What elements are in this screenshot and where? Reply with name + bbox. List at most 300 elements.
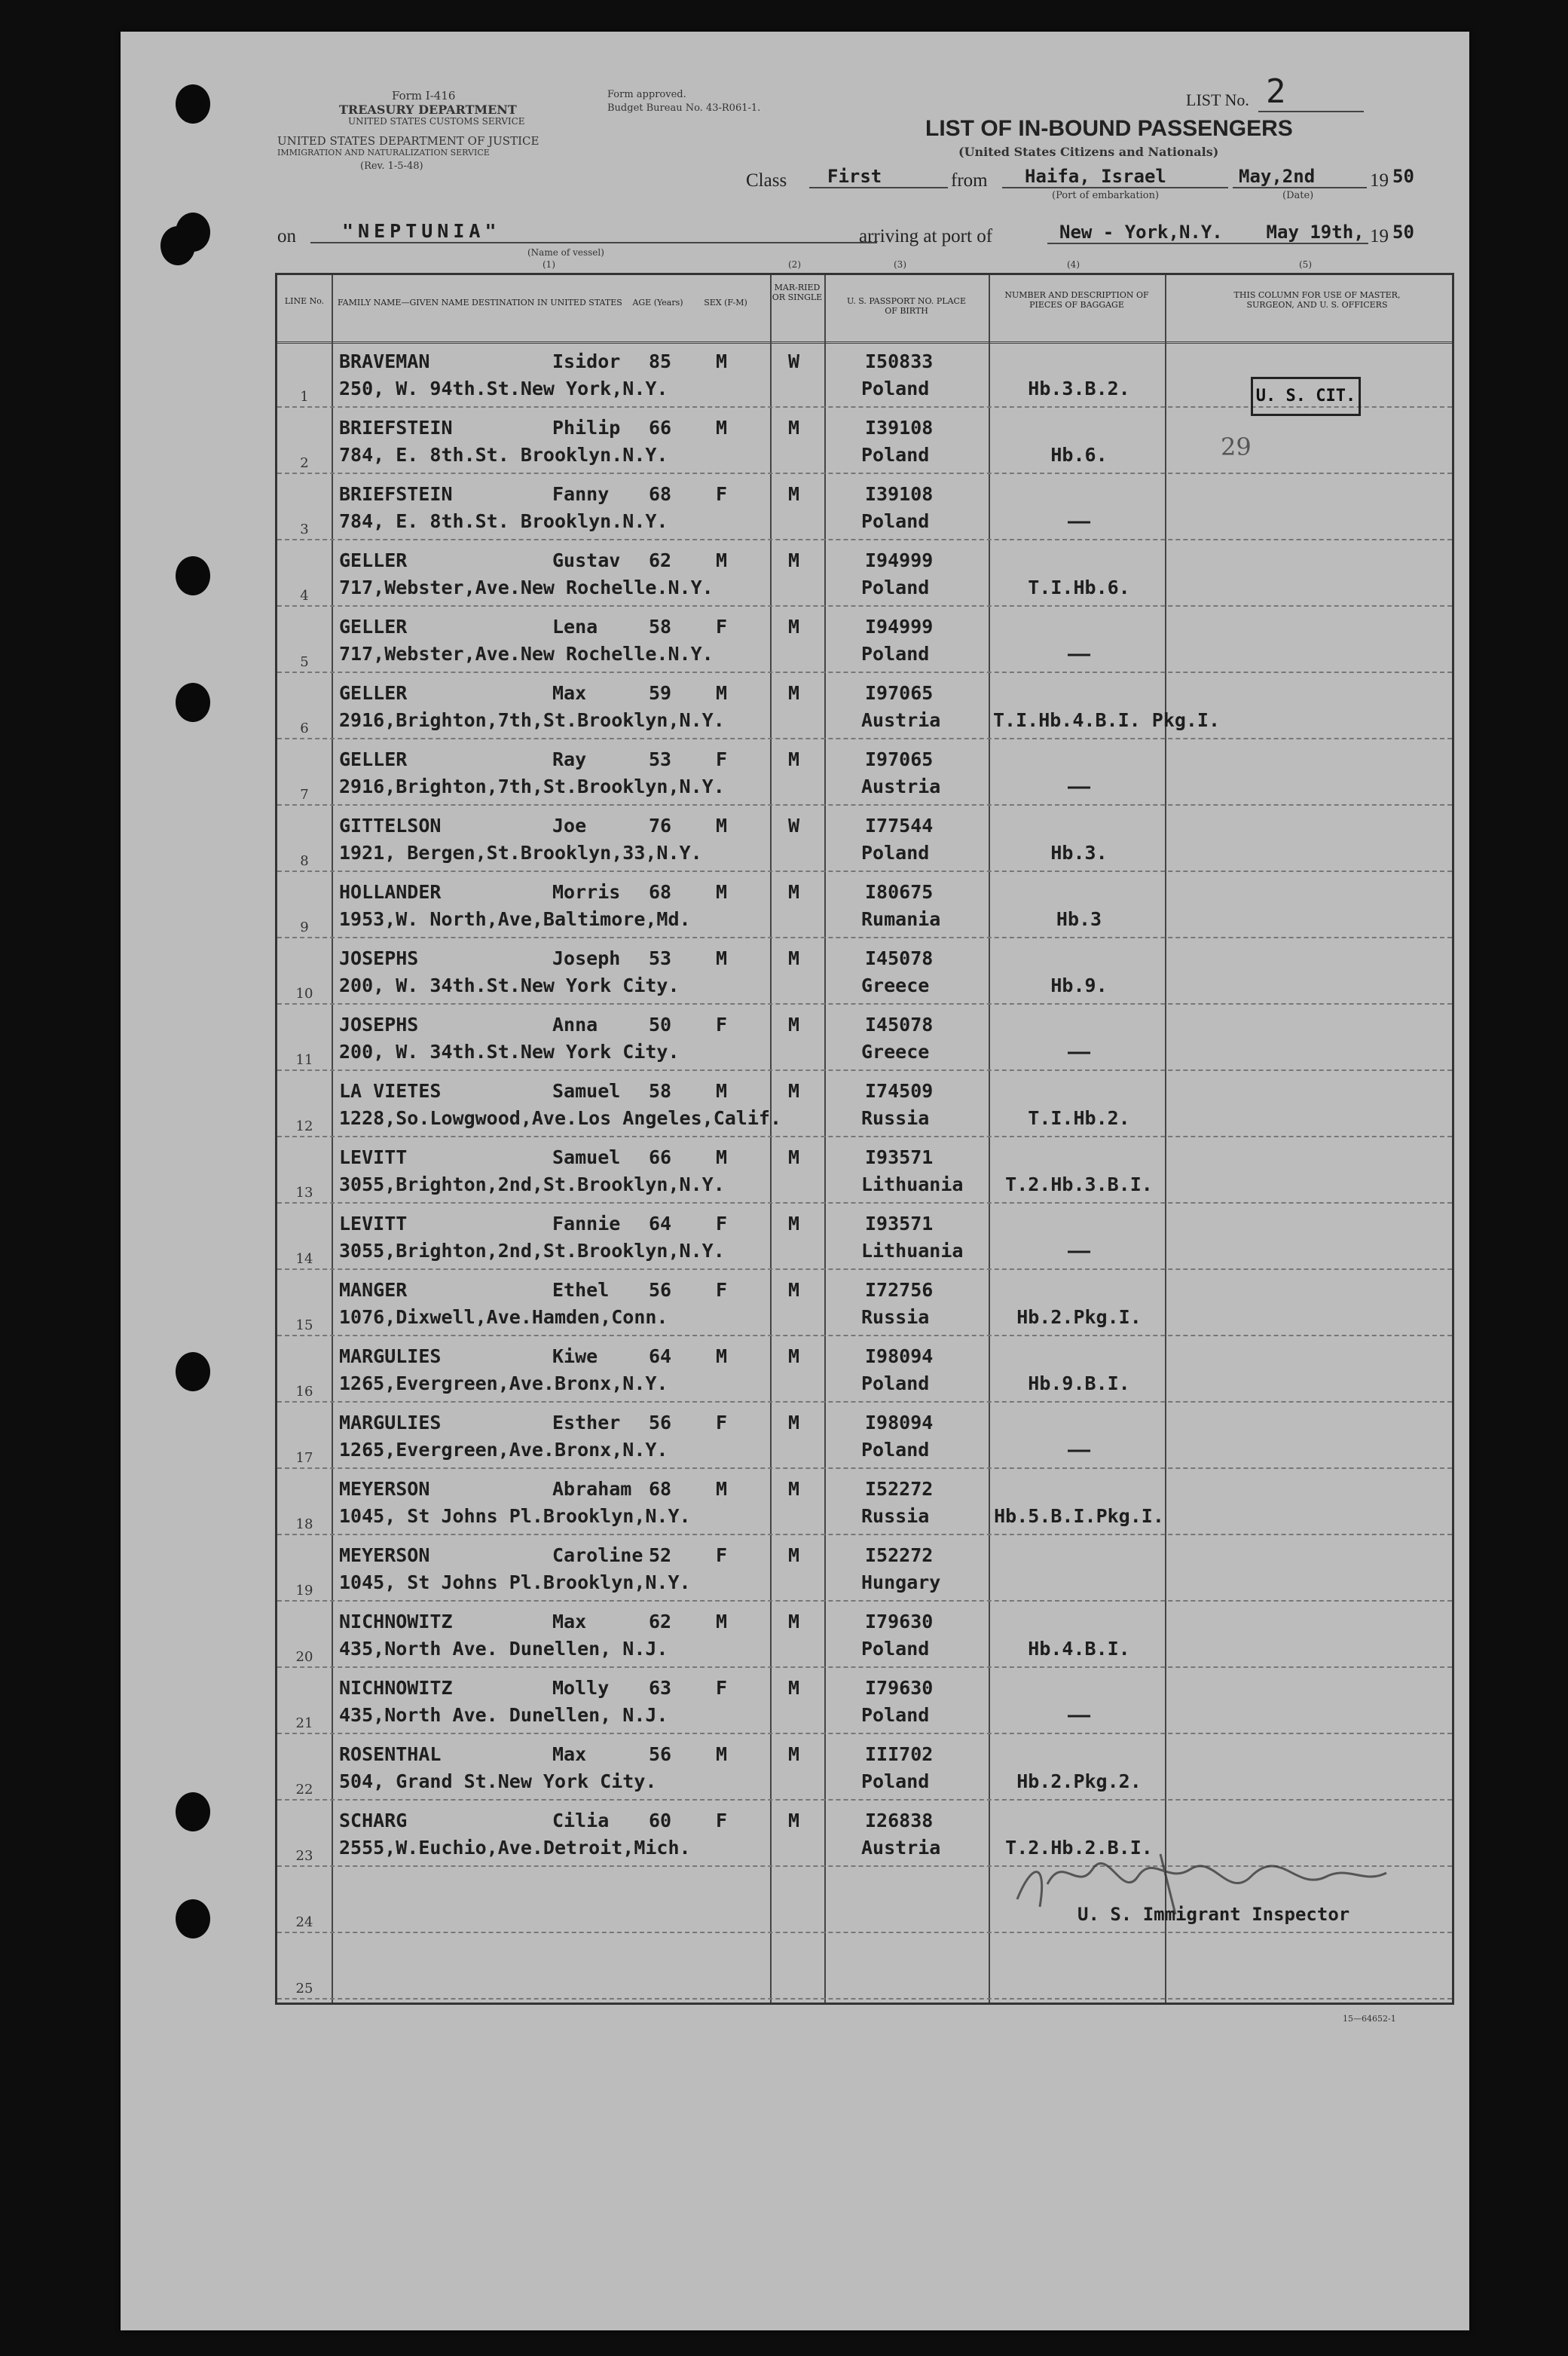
age: 62 (649, 549, 672, 571)
table-row (277, 1270, 1452, 1336)
table-row (277, 540, 1452, 607)
ins-service: IMMIGRATION AND NATURALIZATION SERVICE (277, 148, 490, 158)
marital-status: M (788, 1611, 800, 1632)
baggage: T.I.Hb.2. (1028, 1107, 1130, 1129)
line-number: 20 (295, 1649, 313, 1665)
family-name: LEVITT (339, 1146, 408, 1168)
sex: F (716, 1544, 728, 1566)
given-name: Ethel (552, 1279, 610, 1301)
document-title: LIST OF IN-BOUND PASSENGERS (925, 116, 1293, 141)
table-row (277, 1734, 1452, 1801)
birthplace: Russia (861, 1505, 930, 1527)
line-number: 21 (295, 1715, 313, 1731)
marital-status: M (788, 1677, 800, 1699)
sex: F (716, 1213, 728, 1235)
column-marker: (5) (1299, 259, 1312, 270)
birthplace: Russia (861, 1306, 930, 1328)
passport-number: I93571 (865, 1146, 934, 1168)
baggage: T.2.Hb.3.B.I. (1005, 1173, 1153, 1195)
marital-status: M (788, 1412, 800, 1433)
inspector-title: U. S. Immigrant Inspector (1077, 1904, 1350, 1925)
passport-number: I97065 (865, 682, 934, 704)
line-number: 6 (300, 721, 309, 736)
age: 62 (649, 1611, 672, 1632)
destination-address: 2555,W.Euchio,Ave.Detroit,Mich. (339, 1837, 691, 1859)
header-baggage: NUMBER AND DESCRIPTION OF PIECES OF BAGGAGE (1004, 290, 1149, 310)
sex: F (716, 1412, 728, 1433)
given-name: Fannie (552, 1213, 621, 1235)
line-number: 12 (295, 1118, 313, 1134)
table-row (277, 938, 1452, 1005)
passport-number: I79630 (865, 1677, 934, 1699)
age: 53 (649, 947, 672, 969)
table-row (277, 1071, 1452, 1137)
given-name: Fanny (552, 483, 610, 505)
vessel-caption: (Name of vessel) (527, 247, 604, 258)
given-name: Gustav (552, 549, 621, 571)
marital-status: M (788, 1478, 800, 1500)
embarkation-year: 50 (1392, 166, 1414, 187)
line-number: 4 (300, 588, 309, 604)
sex: F (716, 1810, 728, 1831)
marital-status: W (788, 815, 800, 837)
column-marker: (4) (1067, 259, 1080, 270)
binder-hole (176, 556, 210, 595)
binder-hole (176, 84, 210, 124)
passport-number: I98094 (865, 1345, 934, 1367)
age: 68 (649, 881, 672, 903)
sex: F (716, 483, 728, 505)
line-number: 13 (295, 1185, 313, 1201)
baggage: Hb.3.B.2. (1028, 378, 1130, 399)
family-name: GELLER (339, 549, 408, 571)
line-number: 24 (295, 1914, 313, 1930)
header-age: AGE (Years) (632, 298, 683, 308)
age: 68 (649, 483, 672, 505)
destination-address: 2916,Brighton,7th,St.Brooklyn,N.Y. (339, 776, 725, 797)
line-number: 10 (295, 986, 313, 1002)
arrival-year-prefix: 19 (1370, 226, 1389, 246)
birthplace: Austria (861, 776, 941, 797)
destination-address: 504, Grand St.New York City. (339, 1770, 657, 1792)
marital-status: M (788, 1080, 800, 1102)
sex: F (716, 748, 728, 770)
marital-status: M (788, 1345, 800, 1367)
age: 85 (649, 350, 672, 372)
family-name: LA VIETES (339, 1080, 442, 1102)
sex: F (716, 1279, 728, 1301)
line-number: 15 (295, 1317, 313, 1333)
sex: M (716, 1611, 728, 1632)
port-caption: (Port of embarkation) (1052, 190, 1160, 201)
destination-address: 1045, St Johns Pl.Brooklyn,N.Y. (339, 1505, 691, 1527)
birthplace: Hungary (861, 1571, 941, 1593)
header-officers: THIS COLUMN FOR USE OF MASTER, SURGEON, AND U. S. OFFICERS (1233, 290, 1401, 310)
passport-number: I26838 (865, 1810, 934, 1831)
embarkation-date: May,2nd (1233, 166, 1367, 188)
marital-status: M (788, 1810, 800, 1831)
destination-address: 1045, St Johns Pl.Brooklyn,N.Y. (339, 1571, 691, 1593)
sex: M (716, 417, 728, 439)
age: 66 (649, 1146, 672, 1168)
age: 59 (649, 682, 672, 704)
arrival-port: New - York,N.Y. May 19th, (1047, 222, 1368, 244)
table-row (277, 1005, 1452, 1071)
sex: M (716, 1743, 728, 1765)
sex: M (716, 1345, 728, 1367)
given-name: Isidor (552, 350, 621, 372)
table-row (277, 408, 1452, 474)
marital-status: M (788, 682, 800, 704)
birthplace: Lithuania (861, 1173, 964, 1195)
given-name: Morris (552, 881, 621, 903)
sex: F (716, 1677, 728, 1699)
birthplace: Austria (861, 1837, 941, 1859)
destination-address: 784, E. 8th.St. Brooklyn.N.Y. (339, 510, 668, 532)
table-row (277, 1137, 1452, 1204)
baggage: Hb.2.Pkg.I. (1016, 1306, 1142, 1328)
table-row (277, 872, 1452, 938)
birthplace: Austria (861, 709, 941, 731)
family-name: GITTELSON (339, 815, 442, 837)
destination-address: 3055,Brighton,2nd,St.Brooklyn,N.Y. (339, 1240, 725, 1262)
destination-address: 435,North Ave. Dunellen, N.J. (339, 1638, 668, 1660)
marital-status: M (788, 1014, 800, 1036)
sex: F (716, 1014, 728, 1036)
column-marker: (1) (543, 259, 555, 270)
column-marker: (3) (894, 259, 906, 270)
age: 66 (649, 417, 672, 439)
vessel-name: "NEPTUNIA" (310, 220, 877, 243)
line-number: 17 (295, 1450, 313, 1466)
marital-status: M (788, 1213, 800, 1235)
age: 60 (649, 1810, 672, 1831)
destination-address: 1265,Evergreen,Ave.Bronx,N.Y. (339, 1372, 668, 1394)
birthplace: Poland (861, 842, 930, 864)
line-number: 8 (300, 853, 309, 869)
line-number: 1 (300, 389, 309, 405)
given-name: Joe (552, 815, 587, 837)
family-name: ROSENTHAL (339, 1743, 442, 1765)
marital-status: M (788, 748, 800, 770)
family-name: BRIEFSTEIN (339, 483, 453, 505)
marital-status: M (788, 1146, 800, 1168)
sex: M (716, 815, 728, 837)
header-sex: SEX (F-M) (704, 298, 747, 308)
age: 56 (649, 1412, 672, 1433)
marital-status: M (788, 881, 800, 903)
birthplace: Greece (861, 975, 930, 996)
family-name: HOLLANDER (339, 881, 442, 903)
table-row (277, 1933, 1452, 2000)
line-number: 19 (295, 1583, 313, 1599)
table-row (277, 673, 1452, 739)
line-number: 22 (295, 1782, 313, 1798)
passport-number: I94999 (865, 616, 934, 638)
passport-number: I52272 (865, 1544, 934, 1566)
passenger-table (275, 273, 1454, 2005)
table-row (277, 1668, 1452, 1734)
binder-hole (176, 1352, 210, 1391)
line-number: 3 (300, 522, 309, 537)
age: 58 (649, 1080, 672, 1102)
arriving-label: arriving at port of (859, 226, 993, 246)
baggage: Hb.9. (1050, 975, 1108, 996)
passport-number: I77544 (865, 815, 934, 837)
treasury-dept: TREASURY DEPARTMENT (339, 103, 517, 117)
destination-address: 200, W. 34th.St.New York City. (339, 975, 680, 996)
birthplace: Poland (861, 577, 930, 598)
birthplace: Russia (861, 1107, 930, 1129)
age: 58 (649, 616, 672, 638)
sex: M (716, 881, 728, 903)
family-name: JOSEPHS (339, 1014, 419, 1036)
sex: M (716, 549, 728, 571)
given-name: Joseph (552, 947, 621, 969)
list-number: 2 (1258, 72, 1364, 112)
passport-number: I45078 (865, 947, 934, 969)
given-name: Max (552, 1611, 587, 1632)
class-value: First (809, 166, 948, 188)
column-marker: (2) (788, 259, 801, 270)
revision: (Rev. 1-5-48) (360, 161, 423, 172)
baggage: Hb.2.Pkg.2. (1016, 1770, 1142, 1792)
footer-code: 15—64652-1 (1343, 2014, 1396, 2024)
family-name: JOSEPHS (339, 947, 419, 969)
destination-address: 2916,Brighton,7th,St.Brooklyn,N.Y. (339, 709, 725, 731)
marital-status: M (788, 1743, 800, 1765)
destination-address: 435,North Ave. Dunellen, N.J. (339, 1704, 668, 1726)
table-row (277, 607, 1452, 673)
baggage: Hb.9.B.I. (1028, 1372, 1130, 1394)
baggage: T.2.Hb.2.B.I. (1005, 1837, 1153, 1859)
sex: M (716, 350, 728, 372)
marital-status: W (788, 350, 800, 372)
passport-number: I97065 (865, 748, 934, 770)
passport-number: III702 (865, 1743, 934, 1765)
birthplace: Poland (861, 1439, 930, 1461)
table-row (277, 474, 1452, 540)
destination-address: 717,Webster,Ave.New Rochelle.N.Y. (339, 643, 714, 665)
customs-service: UNITED STATES CUSTOMS SERVICE (348, 116, 525, 127)
passport-number: I45078 (865, 1014, 934, 1036)
baggage: —— (1067, 1704, 1091, 1726)
family-name: MARGULIES (339, 1412, 442, 1433)
age: 52 (649, 1544, 672, 1566)
birthplace: Poland (861, 643, 930, 665)
birthplace: Poland (861, 1372, 930, 1394)
header-married: MAR-RIED OR SINGLE (772, 283, 823, 302)
line-number: 5 (300, 654, 309, 670)
birthplace: Greece (861, 1041, 930, 1063)
budget-bureau: Budget Bureau No. 43-R061-1. (607, 103, 761, 114)
date-caption: (Date) (1282, 190, 1314, 201)
marital-status: M (788, 417, 800, 439)
age: 50 (649, 1014, 672, 1036)
baggage: Hb.3 (1056, 908, 1102, 930)
given-name: Esther (552, 1412, 621, 1433)
family-name: GELLER (339, 616, 408, 638)
birthplace: Poland (861, 1638, 930, 1660)
birthplace: Poland (861, 1704, 930, 1726)
baggage: Hb.4.B.I. (1028, 1638, 1130, 1660)
birthplace: Poland (861, 444, 930, 466)
line-number: 16 (295, 1384, 313, 1400)
baggage: Hb.6. (1050, 444, 1108, 466)
passport-number: I74509 (865, 1080, 934, 1102)
destination-address: 717,Webster,Ave.New Rochelle.N.Y. (339, 577, 714, 598)
baggage: Hb.5.B.I.Pkg.I. (994, 1505, 1164, 1527)
table-row (277, 1469, 1452, 1535)
sex: M (716, 1146, 728, 1168)
passport-number: I52272 (865, 1478, 934, 1500)
destination-address: 1953,W. North,Ave,Baltimore,Md. (339, 908, 691, 930)
arrival-year: 50 (1392, 222, 1414, 243)
sex: M (716, 1080, 728, 1102)
family-name: MARGULIES (339, 1345, 442, 1367)
form-number: Form I-416 (392, 89, 456, 103)
age: 56 (649, 1743, 672, 1765)
passport-number: I94999 (865, 549, 934, 571)
line-number: 11 (295, 1052, 313, 1068)
birthplace: Lithuania (861, 1240, 964, 1262)
year-prefix: 19 (1370, 170, 1389, 191)
table-row (277, 1204, 1452, 1270)
line-number: 9 (300, 919, 309, 935)
baggage: —— (1067, 1439, 1091, 1461)
baggage: —— (1067, 776, 1091, 797)
line-number: 7 (300, 787, 309, 803)
age: 76 (649, 815, 672, 837)
marital-status: M (788, 1279, 800, 1301)
destination-address: 3055,Brighton,2nd,St.Brooklyn,N.Y. (339, 1173, 725, 1195)
sex: M (716, 947, 728, 969)
destination-address: 1921, Bergen,St.Brooklyn,33,N.Y. (339, 842, 702, 864)
passport-number: I93571 (865, 1213, 934, 1235)
destination-address: 200, W. 34th.St.New York City. (339, 1041, 680, 1063)
family-name: NICHNOWITZ (339, 1611, 453, 1632)
family-name: MANGER (339, 1279, 408, 1301)
marital-status: M (788, 483, 800, 505)
table-row (277, 806, 1452, 872)
baggage: Hb.3. (1050, 842, 1108, 864)
form-approved: Form approved. (607, 89, 686, 100)
passport-number: I98094 (865, 1412, 934, 1433)
table-row (277, 1535, 1452, 1602)
given-name: Molly (552, 1677, 610, 1699)
officer-note: 29 (1221, 433, 1252, 461)
age: 56 (649, 1279, 672, 1301)
header-line-no: LINE No. (284, 296, 325, 306)
given-name: Kiwe (552, 1345, 598, 1367)
family-name: NICHNOWITZ (339, 1677, 453, 1699)
baggage: T.I.Hb.4.B.I. Pkg.I. (993, 709, 1221, 731)
baggage: T.I.Hb.6. (1028, 577, 1130, 598)
destination-address: 1228,So.Lowgwood,Ave.Los Angeles,Calif. (339, 1107, 781, 1129)
embarkation-port: Haifa, Israel (1002, 166, 1228, 188)
table-row (277, 1336, 1452, 1403)
from-label: from (951, 170, 988, 191)
birthplace: Poland (861, 510, 930, 532)
line-number: 23 (295, 1848, 313, 1864)
birthplace: Rumania (861, 908, 941, 930)
table-row (277, 739, 1452, 806)
birthplace: Poland (861, 1770, 930, 1792)
line-number: 25 (295, 1981, 313, 1996)
us-citizen-stamp: U. S. CIT. (1251, 377, 1361, 416)
destination-address: 1076,Dixwell,Ave.Hamden,Conn. (339, 1306, 668, 1328)
marital-status: M (788, 549, 800, 571)
passport-number: I79630 (865, 1611, 934, 1632)
line-number: 2 (300, 455, 309, 471)
line-number: 14 (295, 1251, 313, 1267)
marital-status: M (788, 947, 800, 969)
line-number: 18 (295, 1516, 313, 1532)
baggage: —— (1067, 510, 1091, 532)
class-label: Class (746, 170, 787, 191)
family-name: BRIEFSTEIN (339, 417, 453, 439)
binder-hole (176, 1792, 210, 1831)
given-name: Abraham (552, 1478, 632, 1500)
destination-address: 784, E. 8th.St. Brooklyn.N.Y. (339, 444, 668, 466)
given-name: Philip (552, 417, 621, 439)
passport-number: I80675 (865, 881, 934, 903)
header-passport: U. S. PASSPORT NO. PLACE OF BIRTH (846, 296, 967, 316)
sex: M (716, 682, 728, 704)
list-no-label: LIST No. (1186, 90, 1249, 109)
sex: M (716, 1478, 728, 1500)
passport-number: I39108 (865, 483, 934, 505)
age: 64 (649, 1213, 672, 1235)
document-subtitle: (United States Citizens and Nationals) (958, 145, 1219, 159)
baggage: —— (1067, 1041, 1091, 1063)
given-name: Lena (552, 616, 598, 638)
family-name: BRAVEMAN (339, 350, 430, 372)
given-name: Samuel (552, 1146, 621, 1168)
given-name: Max (552, 1743, 587, 1765)
given-name: Ray (552, 748, 587, 770)
family-name: SCHARG (339, 1810, 408, 1831)
given-name: Cilia (552, 1810, 610, 1831)
marital-status: M (788, 616, 800, 638)
on-label: on (277, 226, 296, 246)
age: 63 (649, 1677, 672, 1699)
binder-hole (176, 683, 210, 722)
destination-address: 250, W. 94th.St.New York,N.Y. (339, 378, 668, 399)
birthplace: Poland (861, 378, 930, 399)
family-name: GELLER (339, 748, 408, 770)
header-name: FAMILY NAME—GIVEN NAME DESTINATION IN UNITED STATES (338, 298, 622, 308)
family-name: LEVITT (339, 1213, 408, 1235)
family-name: MEYERSON (339, 1478, 430, 1500)
given-name: Anna (552, 1014, 598, 1036)
marital-status: M (788, 1544, 800, 1566)
passport-number: I72756 (865, 1279, 934, 1301)
table-row (277, 1403, 1452, 1469)
age: 53 (649, 748, 672, 770)
age: 68 (649, 1478, 672, 1500)
passport-number: I39108 (865, 417, 934, 439)
given-name: Max (552, 682, 587, 704)
family-name: MEYERSON (339, 1544, 430, 1566)
binder-hole (160, 226, 195, 265)
justice-dept: UNITED STATES DEPARTMENT OF JUSTICE (277, 134, 539, 148)
binder-hole (176, 1899, 210, 1938)
given-name: Caroline (552, 1544, 643, 1566)
destination-address: 1265,Evergreen,Ave.Bronx,N.Y. (339, 1439, 668, 1461)
table-row (277, 1602, 1452, 1668)
passport-number: I50833 (865, 350, 934, 372)
